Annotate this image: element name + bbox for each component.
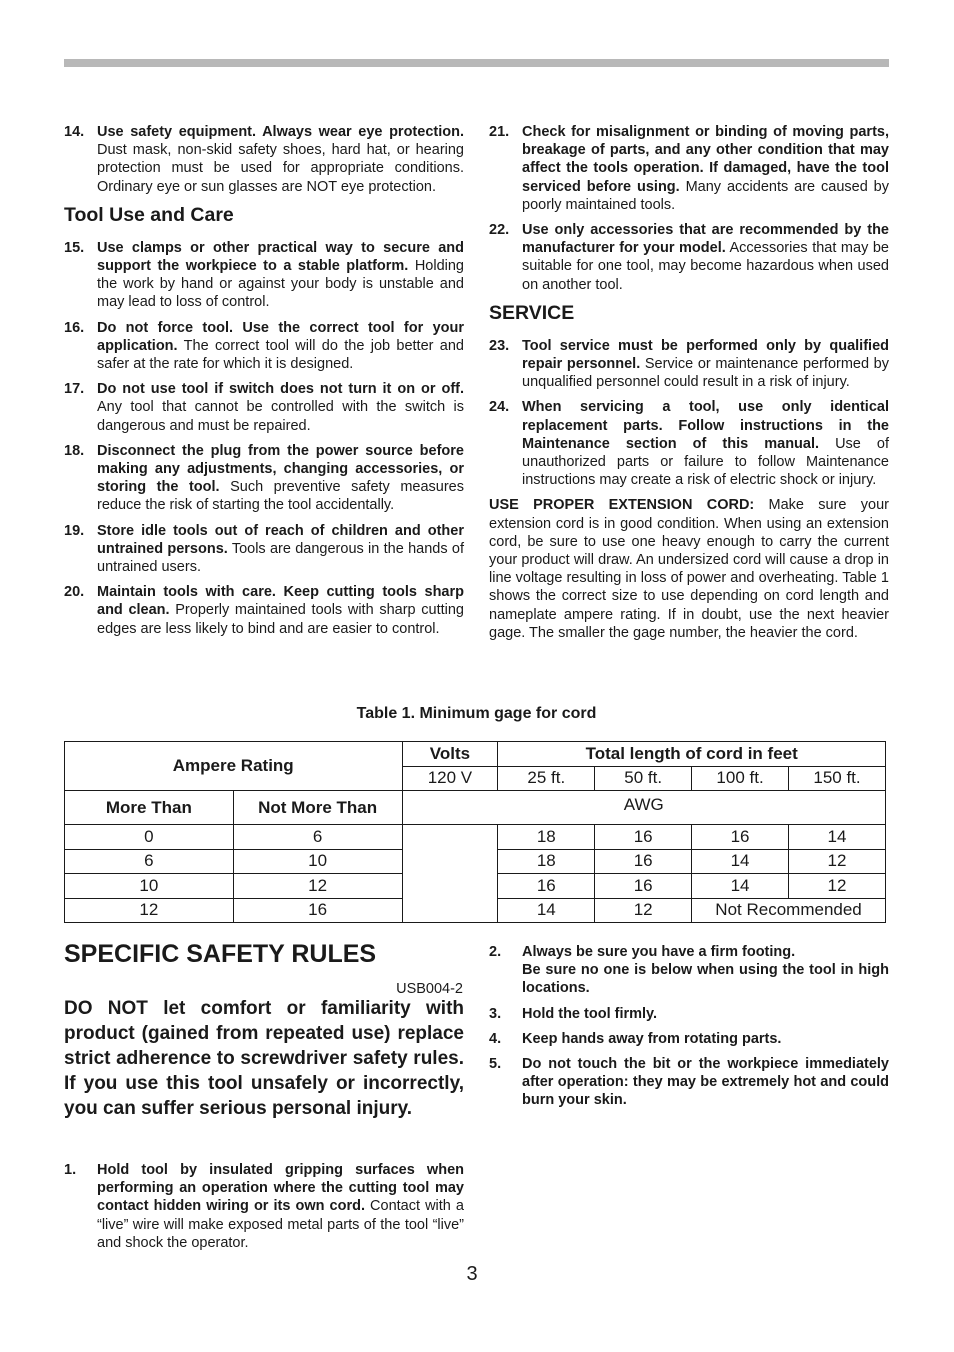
list-item xyxy=(64,522,464,577)
table-cell: 12 xyxy=(789,849,886,874)
table-header-row xyxy=(65,791,886,825)
item-bold: Use safety equipment. Always wear eye protection. xyxy=(97,124,464,140)
total-length-header: Total length of cord in feet xyxy=(498,742,886,767)
item-number: 17. xyxy=(64,381,85,398)
list-item xyxy=(489,398,889,489)
item-bold: When servicing a tool, use only identical replacement parts. Follow instructions in the Maintenance section of this manual. xyxy=(522,399,889,452)
document-code: USB004-2 xyxy=(396,981,463,997)
item-bold: Check for misalignment or binding of moving parts, breakage of parts, and any other condition that may affect the tools operation. If damaged, have the tool serviced before using. xyxy=(522,124,889,195)
list-item xyxy=(489,221,889,294)
item-number: 16. xyxy=(64,319,85,336)
item-bold: Do not force tool. Use the correct tool for your application. xyxy=(97,319,464,354)
item-number: 20. xyxy=(64,584,85,601)
item-text: Holding the work by hand or against your body is unstable and may lead to loss of control. xyxy=(97,258,464,311)
item-text: Any tool that cannot be controlled with the switch is dangerous and must be repaired. xyxy=(97,399,464,434)
item-bold: Do not touch the bit or the workpiece immediately after operation: they may be extremely hot and could burn your skin. xyxy=(522,1056,889,1109)
table-row xyxy=(65,825,886,850)
item-number: 21. xyxy=(489,124,510,140)
left-column-top xyxy=(64,123,464,645)
specific-safety-intro: DO NOT let comfort or familiarity with product (gained from repeated use) replace strict adherence to screwdriver safety rules. If you use this tool unsafely or incorrectly, you can suffer serious personal injury. xyxy=(64,998,464,1119)
item-number: 2. xyxy=(489,944,502,960)
item-text: The correct tool will do the job better and safer at the rate for which it is designed. xyxy=(97,337,464,373)
item-number: 24. xyxy=(489,399,510,416)
item-text: Accessories that may be suitable for one tool, may become hazardous when used on another tool. xyxy=(522,240,889,293)
right-column-bottom xyxy=(489,943,889,1117)
item-text: Many accidents are caused by poorly maintained tools. xyxy=(522,178,889,213)
list-item xyxy=(489,123,889,214)
item-number: 4. xyxy=(489,1030,502,1047)
item-number: 14. xyxy=(64,124,85,140)
extension-cord-text: Make sure your extension cord is in good condition. When using an extension cord, be sure to use one heavy enough to carry the current your product will draw. An undersized cord will cause a drop in line voltage resulting in loss of power and overheating. Table 1 shows the correct size to use depending on cord length and nameplate ampere rating. If in doubt, use the next heavier gage. The smaller the gage number, the heavier the cord. xyxy=(489,497,889,641)
list-item xyxy=(489,337,889,392)
ampere-rating-header: Ampere Rating xyxy=(65,742,403,791)
table-cell: 14 xyxy=(789,825,886,850)
item-number: 5. xyxy=(489,1056,502,1073)
extension-cord-paragraph xyxy=(489,496,889,642)
table-cell: 14 xyxy=(498,898,595,923)
item-bold-second: Be sure no one is below when using the tool in high locations. xyxy=(522,962,889,997)
item-bold: Hold the tool firmly. xyxy=(522,1005,658,1022)
table-cell: 12 xyxy=(789,874,886,899)
more-than-header: More Than xyxy=(65,791,234,825)
list-item xyxy=(489,1055,889,1110)
table-cell: 16 xyxy=(595,874,692,899)
item-bold: Do not use tool if switch does not turn it on or off. xyxy=(97,381,464,398)
right-column-top xyxy=(489,123,889,642)
table-cell: 12 xyxy=(233,874,402,899)
item-text: Properly maintained tools with sharp cutting edges are less likely to bind and are easier to control. xyxy=(97,602,464,637)
table-cell: 16 xyxy=(233,898,402,923)
not-more-than-header: Not More Than xyxy=(233,791,402,825)
table-title: Table 1. Minimum gage for cord xyxy=(356,705,597,722)
left-column-bottom xyxy=(64,1161,464,1259)
list-item xyxy=(64,1161,464,1252)
page-number: 3 xyxy=(466,1263,478,1285)
item-bold: Hold tool by insulated gripping surfaces when performing an operation where the cutting tool may contact hidden wiring or its own cord. xyxy=(97,1162,464,1215)
item-text: Tools are dangerous in the hands of untrained users. xyxy=(97,540,464,576)
list-item xyxy=(64,319,464,374)
section-heading-tool-use: Tool Use and Care xyxy=(64,203,234,226)
item-bold: Store idle tools out of reach of children and other untrained persons. xyxy=(97,522,464,557)
specific-safety-title: SPECIFIC SAFETY RULES xyxy=(64,940,377,968)
item-number: 19. xyxy=(64,522,85,539)
list-item xyxy=(489,943,889,998)
item-bold: Disconnect the plug from the power source before making any adjustments, changing accessories, or storing the tool. xyxy=(97,442,464,496)
cord-gage-table xyxy=(64,741,886,923)
list-item xyxy=(489,1030,889,1048)
item-number: 22. xyxy=(489,222,510,239)
list-item xyxy=(64,583,464,638)
section-heading-service: SERVICE xyxy=(489,301,575,324)
table-cell: 10 xyxy=(65,874,234,899)
length-header: 150 ft. xyxy=(789,766,886,791)
extension-cord-bold: USE PROPER EXTENSION CORD: xyxy=(489,497,755,514)
table-cell: 14 xyxy=(692,874,789,899)
table-cell: 18 xyxy=(498,825,595,850)
item-bold: Maintain tools with care. Keep cutting tools sharp and clean. xyxy=(97,584,464,619)
awg-header: AWG xyxy=(402,791,886,825)
item-text: Contact with a “live” wire will make exposed metal parts of the tool “live” and shock the operator. xyxy=(97,1198,464,1251)
item-text: Such preventive safety measures reduce the risk of starting the tool accidentally. xyxy=(97,479,464,514)
list-item xyxy=(64,380,464,435)
table-cell: 16 xyxy=(595,849,692,874)
item-bold: Tool service must be performed only by qualified repair personnel. xyxy=(522,337,889,373)
length-header: 50 ft. xyxy=(595,766,692,791)
item-number: 18. xyxy=(64,442,85,459)
item-number: 23. xyxy=(489,337,510,354)
item-text: Use of unauthorized parts or failure to follow Maintenance instructions may create a risk of electric shock or injury. xyxy=(522,435,889,489)
table-cell: 0 xyxy=(65,825,234,850)
table-cell: 10 xyxy=(233,849,402,874)
table-cell: 16 xyxy=(595,825,692,850)
item-text: Service or maintenance performed by unqualified personnel could result in a risk of injury. xyxy=(522,356,889,391)
table-cell: 16 xyxy=(692,825,789,850)
table-cell: Not Recommended xyxy=(692,898,886,923)
length-header: 25 ft. xyxy=(498,766,595,791)
table-header-row xyxy=(65,742,886,767)
top-rule xyxy=(64,59,889,67)
item-bold: Keep hands away from rotating parts. xyxy=(522,1030,782,1047)
item-number: 1. xyxy=(64,1162,77,1178)
item-bold: Always be sure you have a firm footing. xyxy=(522,944,796,960)
table-cell: 12 xyxy=(65,898,234,923)
table-cell: 18 xyxy=(498,849,595,874)
list-item xyxy=(64,442,464,515)
item-bold: Use only accessories that are recommended by the manufacturer for your model. xyxy=(522,222,889,257)
table-cell: 16 xyxy=(498,874,595,899)
length-header: 100 ft. xyxy=(692,766,789,791)
volts-header: Volts xyxy=(402,742,498,767)
list-item xyxy=(489,1005,889,1023)
table-cell: 12 xyxy=(595,898,692,923)
table-cell: 6 xyxy=(233,825,402,850)
item-number: 3. xyxy=(489,1005,502,1022)
item-number: 15. xyxy=(64,239,85,256)
list-item xyxy=(64,239,464,312)
list-item xyxy=(64,123,464,196)
table-cell: 14 xyxy=(692,849,789,874)
voltage-cell: 120 V xyxy=(402,766,498,791)
table-cell-empty xyxy=(402,825,498,923)
table-cell: 6 xyxy=(65,849,234,874)
item-text: Dust mask, non-skid safety shoes, hard hat, or hearing protection must be used for appropriate conditions. Ordinary eye or sun glasses are NOT eye protection. xyxy=(97,142,464,195)
item-bold: Use clamps or other practical way to secure and support the workpiece to a stable platform. xyxy=(97,239,464,275)
